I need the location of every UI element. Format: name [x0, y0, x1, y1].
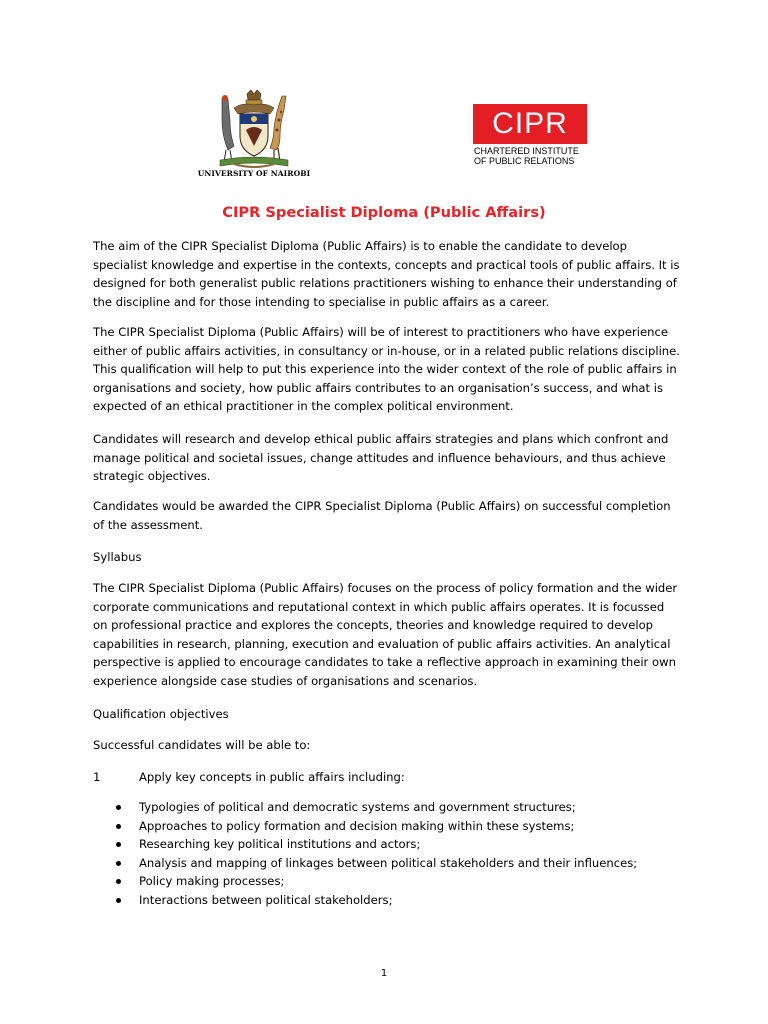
objective-text: Apply key concepts in public affairs including:	[139, 770, 405, 784]
objectives-heading: Qualification objectives	[93, 707, 229, 721]
research-paragraph: Candidates will research and develop ethical public affairs strategies and plans which confront and manage political and societal issues, change attitudes and influence behaviours, and thus achieve strategic objectives.	[93, 432, 669, 484]
syllabus-paragraph: The CIPR Specialist Diploma (Public Affairs) focuses on the process of policy formation and the wider corporate communications and reputational context in which public affairs operates. It is focussed on professional practice and explores the concepts, theories and knowledge required to develop capabilities in research, planning, execution and evaluation of public affairs activities. An analytical perspective is applied to encourage candidates to take a reflective approach in examining their own experience alongside case studies of organisations and scenarios.	[93, 581, 678, 688]
bullet-icon	[116, 861, 121, 866]
bullet-text: Approaches to policy formation and decision making within these systems;	[139, 818, 575, 833]
award-paragraph: Candidates would be awarded the CIPR Specialist Diploma (Public Affairs) on successful completion of the assessment.	[93, 499, 671, 532]
bullet-text: Typologies of political and democratic systems and government structures;	[139, 800, 576, 814]
bullet-icon	[116, 805, 121, 810]
syllabus-heading: Syllabus	[93, 550, 142, 564]
cipr-subtitle-line2: OF PUBLIC RELATIONS	[474, 156, 575, 166]
university-logo	[184, 90, 324, 182]
list-item	[114, 872, 637, 891]
page-number: 1	[380, 968, 388, 979]
document-title: CIPR Specialist Diploma (Public Affairs)	[222, 204, 546, 221]
list-item	[114, 835, 637, 854]
objective-item-1	[93, 768, 405, 786]
cipr-subtitle	[474, 146, 579, 166]
bullet-icon	[116, 898, 121, 903]
list-item	[114, 798, 637, 817]
bullet-icon	[116, 842, 121, 847]
bullet-text: Researching key political institutions and actors;	[139, 837, 421, 852]
list-item	[114, 854, 637, 873]
cipr-wordmark: CIPR	[473, 104, 587, 144]
university-crest-icon	[204, 90, 304, 172]
bullet-icon	[116, 879, 121, 884]
intro-paragraph: The aim of the CIPR Specialist Diploma (Public Affairs) is to enable the candidate to develop specialist knowledge and expertise in the contexts, concepts and practical tools of public affairs. It is designed for both generalist public relations practitioners wishing to enhance their understanding of the discipline and for those intending to specialise in public affairs as a career.	[93, 239, 680, 309]
bullet-text: Interactions between political stakeholders;	[139, 892, 393, 907]
bullet-text: Policy making processes;	[139, 874, 285, 889]
bullet-icon	[116, 824, 121, 829]
objective-bullet-list	[114, 798, 637, 910]
cipr-subtitle-line1: CHARTERED INSTITUTE	[474, 146, 579, 156]
list-item	[114, 891, 637, 910]
interest-paragraph: The CIPR Specialist Diploma (Public Affairs) will be of interest to practitioners who have experience either of public affairs activities, in consultancy or in-house, or in a related public relations discipline. This qualification will help to put this experience into the wider context of the role of public affairs in organisations and society, how public affairs contributes to an organisation’s success, and what is expected of an ethical practitioner in the complex political environment.	[93, 325, 680, 414]
objectives-intro: Successful candidates will be able to:	[93, 738, 311, 752]
university-name: UNIVERSITY OF NAIROBI	[197, 169, 311, 178]
cipr-logo	[473, 104, 589, 170]
list-item	[114, 817, 637, 836]
objective-number: 1	[93, 770, 101, 784]
bullet-text: Analysis and mapping of linkages between political stakeholders and their influences;	[139, 855, 638, 870]
